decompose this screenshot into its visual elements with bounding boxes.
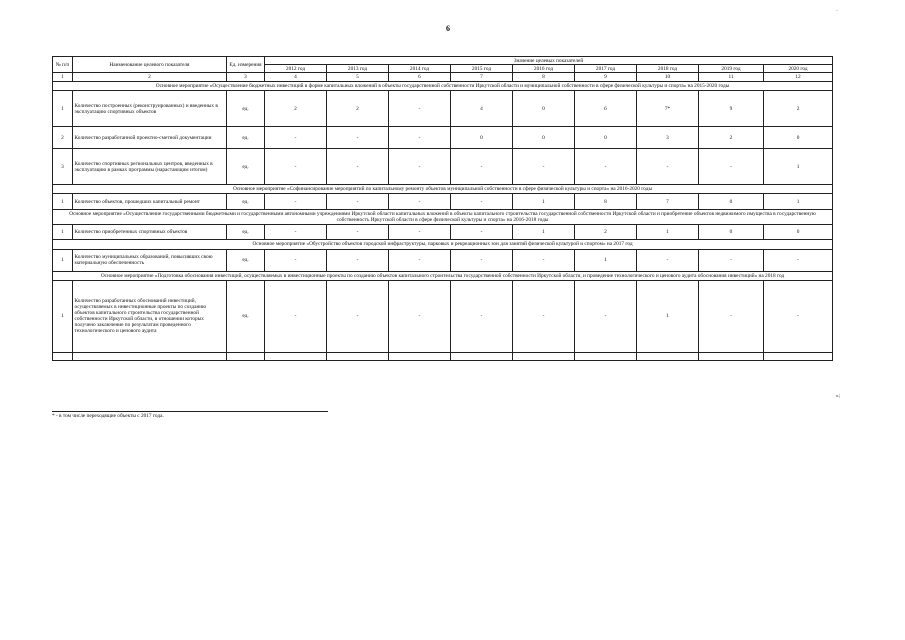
value-cell: - (699, 249, 764, 271)
value-cell: - (265, 149, 327, 185)
value-cell: 2 (575, 225, 637, 240)
indicator-name: Количество муниципальных образований, повысивших свою материальную обеспеченность (73, 249, 227, 271)
col-number: 1 (53, 73, 73, 82)
table-row (53, 225, 833, 240)
empty-cell (73, 352, 227, 360)
indicator-name: Количество приобретенных спортивных объектов (73, 225, 227, 240)
value-cell: - (389, 280, 451, 352)
section-title-row (53, 210, 833, 225)
section-title-row (53, 82, 833, 91)
value-cell: - (451, 149, 513, 185)
value-cell: 1 (764, 149, 833, 185)
table-row (53, 280, 833, 352)
value-cell: - (764, 280, 833, 352)
year-2013: 2013 год (327, 65, 389, 73)
value-cell: 7* (637, 91, 699, 127)
value-cell: - (389, 149, 451, 185)
value-cell: - (327, 249, 389, 271)
value-cell: 1 (637, 280, 699, 352)
year-2012: 2012 год (265, 65, 327, 73)
section-title: Основное мероприятие «Осуществление бюджетных инвестиций в форме капитальных вложений в объекты государственной собственности Иркутской области и муниципальной собственности в сфере физической культуры и спорта» на 2015-2020 годы (53, 82, 833, 91)
target-indicators-table (52, 56, 833, 361)
indicator-unit: ед. (227, 127, 265, 149)
row-num: 1 (53, 194, 73, 210)
column-numbers-row (53, 73, 833, 82)
value-cell: - (265, 249, 327, 271)
value-cell: - (451, 280, 513, 352)
indicator-unit: ед. (227, 280, 265, 352)
col-number: 4 (265, 73, 327, 82)
section-title: Основное мероприятие «Подготовка обоснования инвестиций, осуществляемых в инвестиционные проекты по созданию объектов капитального строительства государственной собственности Иркутской области, и проведение технологического и ценового аудита обоснования инвестиций» на 2018 год (53, 271, 833, 280)
value-cell: - (513, 280, 575, 352)
value-cell: - (327, 127, 389, 149)
value-cell: - (327, 225, 389, 240)
value-cell: - (327, 149, 389, 185)
col-number: 8 (513, 73, 575, 82)
col-number: 3 (227, 73, 265, 82)
year-2014: 2014 год (389, 65, 451, 73)
col-number: 9 (575, 73, 637, 82)
empty-cell (265, 352, 327, 360)
value-cell: 0 (451, 127, 513, 149)
value-cell: 1 (764, 194, 833, 210)
indicator-unit: ед. (227, 225, 265, 240)
value-cell: 1 (637, 225, 699, 240)
value-cell: 2 (699, 127, 764, 149)
col-number: 2 (73, 73, 227, 82)
col-number: 12 (764, 73, 833, 82)
value-cell: 0 (699, 225, 764, 240)
header-unit: Ед. измерения (227, 57, 265, 73)
empty-cell (637, 352, 699, 360)
table-row (53, 127, 833, 149)
value-cell: 0 (513, 127, 575, 149)
year-2020: 2020 год (764, 65, 833, 73)
value-cell: - (575, 280, 637, 352)
value-cell: - (389, 91, 451, 127)
value-cell: - (764, 249, 833, 271)
value-cell: - (389, 127, 451, 149)
value-cell: - (265, 194, 327, 210)
empty-cell (513, 352, 575, 360)
value-cell: - (637, 149, 699, 185)
indicator-unit: ед. (227, 91, 265, 127)
value-cell: - (327, 280, 389, 352)
section-title: Основное мероприятие «Софинансирование мероприятий по капитальному ремонту объектов муниципальной собственности в сфере физической культуры и спорта» на 2016-2020 годы (53, 185, 833, 194)
indicator-unit: ед. (227, 194, 265, 210)
value-cell: 8 (575, 194, 637, 210)
section-title: Основное мероприятие «Осуществление государственными бюджетными и государственными автономными учреждениями Иркутской области капитальных вложений в объекты капитального строительства государственной собственности Иркутской области и приобретение объектов недвижимого имущества в государственную собственность Иркутской области в сфере физической культуры и спорта» на 2016-2018 годы (53, 210, 833, 225)
value-cell: 0 (513, 91, 575, 127)
footnote: * - в том числе переходящие объекты с 2017 года. (52, 413, 164, 419)
indicator-unit: ед. (227, 149, 265, 185)
section-title-row (53, 271, 833, 280)
value-cell: 3 (637, 127, 699, 149)
indicator-unit: ед. (227, 249, 265, 271)
value-cell: - (637, 249, 699, 271)
row-num: 2 (53, 127, 73, 149)
empty-cell (451, 352, 513, 360)
section-title-row (53, 185, 833, 194)
value-cell: 2 (327, 91, 389, 127)
section-title-row (53, 240, 833, 249)
empty-cell (327, 352, 389, 360)
value-cell: - (575, 149, 637, 185)
value-cell: 0 (575, 127, 637, 149)
table-row (53, 149, 833, 185)
value-cell: 0 (699, 194, 764, 210)
value-cell: 9 (699, 91, 764, 127)
value-cell: 1 (513, 225, 575, 240)
section-title: Основное мероприятие «Обустройство объектов городской инфраструктуры, парковых и рекреационных зон для занятий физической культурой и спортом» на 2017 год (53, 240, 833, 249)
row-num: 1 (53, 225, 73, 240)
value-cell: - (389, 194, 451, 210)
empty-cell (389, 352, 451, 360)
value-cell: - (513, 149, 575, 185)
value-cell: - (265, 127, 327, 149)
col-number: 5 (327, 73, 389, 82)
corner-mark: - (836, 8, 838, 14)
value-cell: - (265, 280, 327, 352)
empty-cell (575, 352, 637, 360)
value-cell: 2 (265, 91, 327, 127)
empty-cell (53, 352, 73, 360)
value-cell: - (451, 225, 513, 240)
header-num: № п/п (53, 57, 73, 73)
year-2017: 2017 год (575, 65, 637, 73)
value-cell: 0 (764, 225, 833, 240)
empty-cell (699, 352, 764, 360)
indicator-name: Количество разработанных обоснований инвестиций, осуществляемых в инвестиционные проекты по созданию объектов капитального строительства государственной собственности Иркутской области, в отношении которых получено заключение по результатам проведенного технологического и ценового аудита (73, 280, 227, 352)
empty-cell (227, 352, 265, 360)
indicator-name: Количество разработанной проектно-сметной документации (73, 127, 227, 149)
header-row (53, 57, 833, 65)
row-num: 1 (53, 280, 73, 352)
col-number: 10 (637, 73, 699, 82)
col-number: 7 (451, 73, 513, 82)
closing-quote-mark: »; (836, 393, 841, 399)
table-row (53, 194, 833, 210)
table-row (53, 249, 833, 271)
col-number: 6 (389, 73, 451, 82)
table-row (53, 91, 833, 127)
empty-cell (764, 352, 833, 360)
value-cell: - (451, 194, 513, 210)
header-name: Наименование целевого показателя (73, 57, 227, 73)
empty-row (53, 352, 833, 360)
value-cell: 2 (764, 91, 833, 127)
value-cell: 7 (637, 194, 699, 210)
footnote-divider (52, 411, 328, 412)
value-cell: - (699, 149, 764, 185)
col-number: 11 (699, 73, 764, 82)
value-cell: 1 (513, 194, 575, 210)
value-cell: - (265, 225, 327, 240)
year-2018: 2018 год (637, 65, 699, 73)
value-cell: - (699, 280, 764, 352)
year-2016: 2016 год (513, 65, 575, 73)
value-cell: - (389, 225, 451, 240)
header-values: Значение целевых показателей (265, 57, 833, 65)
value-cell: 1 (575, 249, 637, 271)
value-cell: - (513, 249, 575, 271)
value-cell: 6 (575, 91, 637, 127)
value-cell: - (327, 194, 389, 210)
value-cell: - (451, 249, 513, 271)
row-num: 1 (53, 249, 73, 271)
indicator-name: Количество объектов, прошедших капитальный ремонт (73, 194, 227, 210)
page-number: 6 (446, 24, 450, 33)
value-cell: 4 (451, 91, 513, 127)
year-2015: 2015 год (451, 65, 513, 73)
indicator-name: Количество построенных (реконструированных) и введенных в эксплуатацию спортивных объектов (73, 91, 227, 127)
value-cell: 0 (764, 127, 833, 149)
value-cell: - (389, 249, 451, 271)
year-2019: 2019 год (699, 65, 764, 73)
row-num: 1 (53, 91, 73, 127)
row-num: 3 (53, 149, 73, 185)
indicator-name: Количество спортивных региональных центров, введенных в эксплуатацию в рамках программы (нарастающим итогом) (73, 149, 227, 185)
